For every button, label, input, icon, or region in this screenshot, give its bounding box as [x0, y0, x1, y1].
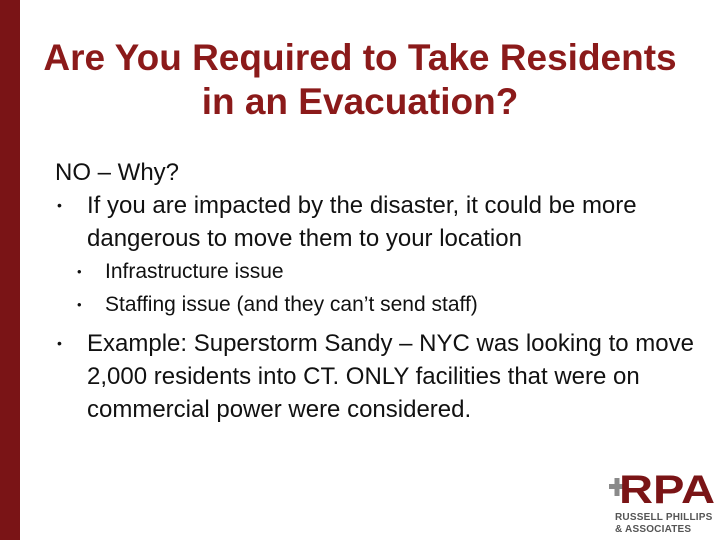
slide-body [55, 156, 695, 426]
left-accent-bar [0, 0, 20, 540]
lead-text: NO – Why? [55, 159, 180, 186]
sub-list-item-text: Infrastructure issue [105, 260, 284, 283]
company-logo [607, 466, 717, 538]
list-item [55, 189, 695, 255]
list-item [55, 327, 695, 426]
bullet-icon: • [77, 264, 82, 279]
sub-list-item [55, 288, 695, 321]
rpa-logo-mark [607, 470, 715, 508]
slide-title: Are You Required to Take Residents in an Evacuation? [43, 37, 677, 122]
sub-list-item-text: Staffing issue (and they can’t send staff) [105, 293, 478, 316]
bullet-list [55, 189, 695, 426]
bullet-icon: • [57, 335, 62, 351]
list-item-text: If you are impacted by the disaster, it could be more dangerous to move them to your location [87, 192, 637, 252]
list-item-text: Example: Superstorm Sandy – NYC was looking to move 2,000 residents into CT. ONLY facilities that were on commercial power were considered. [87, 330, 694, 423]
bullet-icon: • [77, 297, 82, 312]
logo-company-name: RUSSELL PHILLIPS & ASSOCIATES [615, 512, 713, 535]
sub-list-item [55, 255, 695, 288]
logo-letters: RPA [619, 470, 715, 508]
bullet-icon: • [57, 197, 62, 213]
